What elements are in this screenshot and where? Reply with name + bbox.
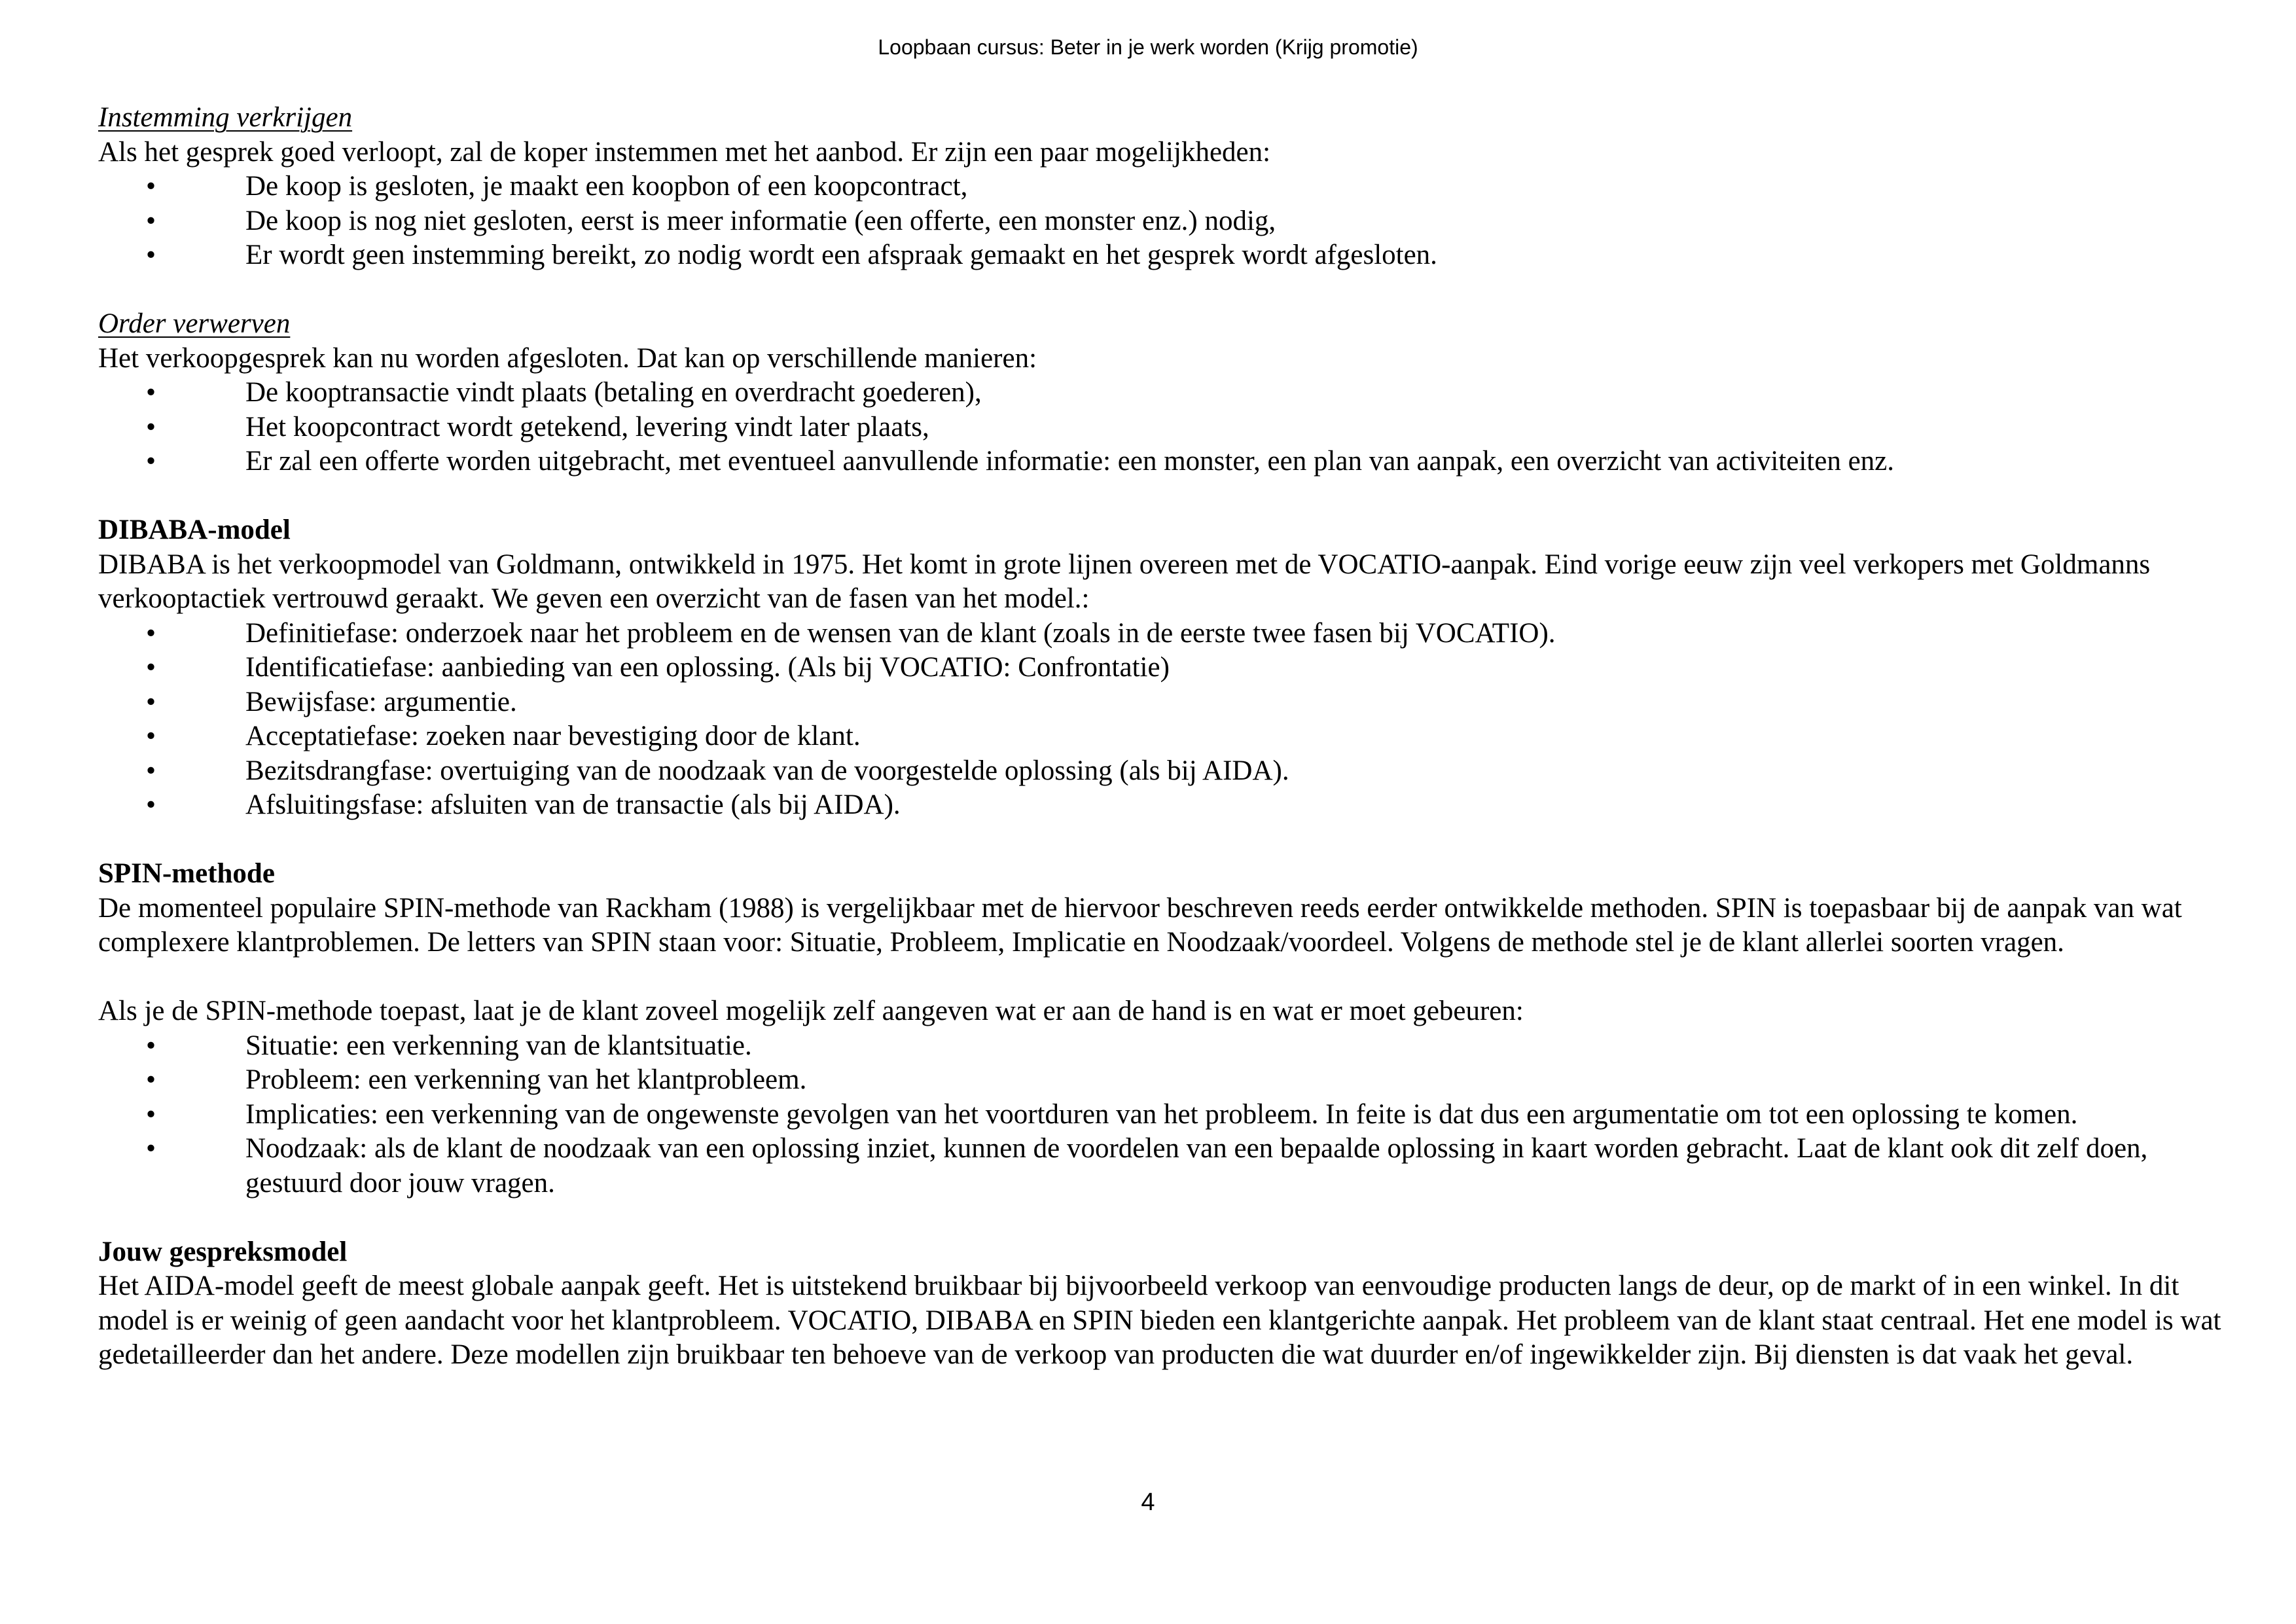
list-item-text: De koop is gesloten, je maakt een koopbon of een koopcontract, xyxy=(245,171,968,202)
bullet-icon: • xyxy=(146,1064,156,1095)
section-dibaba xyxy=(98,513,2225,823)
section-intro: Als je de SPIN-methode toepast, laat je de klant zoveel mogelijk zelf aangeven wat er aan de hand is en wat er moet gebeuren: xyxy=(98,996,1524,1026)
section-intro: Als het gesprek goed verloopt, zal de koper instemmen met het aanbod. Er zijn een paar mogelijkheden: xyxy=(98,136,1271,168)
section-order xyxy=(98,307,2225,479)
list-item xyxy=(98,1098,2225,1132)
list-item xyxy=(98,651,2225,685)
bullet-icon: • xyxy=(146,171,156,202)
list-item-text: Er wordt geen instemming bereikt, zo nodig wordt een afspraak gemaakt en het gesprek wordt afgesloten. xyxy=(245,240,1437,270)
bullet-icon: • xyxy=(146,411,156,442)
list-item xyxy=(98,1029,2225,1064)
list-item xyxy=(98,685,2225,720)
bullet-icon: • xyxy=(146,686,156,717)
list-item xyxy=(98,376,2225,410)
list-item-text: De koop is nog niet gesloten, eerst is meer informatie (een offerte, een monster enz.) nodig, xyxy=(245,205,1276,236)
section-title: Instemming verkrijgen xyxy=(98,102,353,133)
list-item-text: Probleem: een verkenning van het klantprobleem. xyxy=(245,1064,807,1095)
list-item-text: Afsluitingsfase: afsluiten van de transactie (als bij AIDA). xyxy=(245,789,901,820)
list-item-text: Bewijsfase: argumentie. xyxy=(245,686,517,717)
section-intro: Het verkoopgesprek kan nu worden afgesloten. Dat kan op verschillende manieren: xyxy=(98,342,1037,374)
list-item xyxy=(98,410,2225,445)
list-item xyxy=(98,1063,2225,1098)
list-item xyxy=(98,170,2225,204)
section-spin xyxy=(98,857,2225,960)
bullet-icon: • xyxy=(146,721,156,751)
list-item xyxy=(98,1132,2225,1200)
section-jouw-gespreksmodel xyxy=(98,1235,2225,1373)
list-item-text: Identificatiefase: aanbieding van een oplossing. (Als bij VOCATIO: Confrontatie) xyxy=(245,652,1170,683)
list-item-text: Noodzaak: als de klant de noodzaak van een oplossing inziet, kunnen de voordelen van een bepaalde oplossing in kaart worden gebracht. Laat de klant ook dit zelf doen, gestuurd door jouw vragen. xyxy=(245,1133,2148,1199)
list-item-text: Bezitsdrangfase: overtuiging van de noodzaak van de voorgestelde oplossing (als bij AIDA). xyxy=(245,755,1289,786)
section-intro: De momenteel populaire SPIN-methode van Rackham (1988) is vergelijkbaar met de hiervoor beschreven reeds eerder ontwikkelde methoden. SPIN is toepasbaar bij de aanpak van wat complexere klantproblemen. De letters van SPIN staan voor: Situatie, Probleem, Implicatie en Noodzaak/voordeel. Volgens de methode stel je de klant allerlei soorten vragen. xyxy=(98,892,2182,958)
section-spin-usage xyxy=(98,994,2225,1200)
bullet-icon: • xyxy=(146,377,156,408)
section-intro: Het AIDA-model geeft de meest globale aanpak geeft. Het is uitstekend bruikbaar bij bijvoorbeeld verkoop van eenvoudige producten langs de deur, op de markt of in een winkel. In dit model is er weinig of geen aandacht voor het klantprobleem. VOCATIO, DIBABA en SPIN bieden een klantgerichte aanpak. Het probleem van de klant staat centraal. Het ene model is wat gedetailleerder dan het andere. Deze modellen zijn bruikbaar ten behoeve van de verkoop van producten die wat duurder en/of ingewikkelder zijn. Bij diensten is dat vaak het geval. xyxy=(98,1271,2221,1370)
bullet-icon: • xyxy=(146,446,156,477)
bullet-list xyxy=(98,617,2225,823)
list-item-text: Acceptatiefase: zoeken naar bevestiging door de klant. xyxy=(245,721,861,751)
bullet-icon: • xyxy=(146,617,156,649)
section-title: Jouw gespreksmodel xyxy=(98,1236,348,1267)
bullet-icon: • xyxy=(146,755,156,786)
list-item xyxy=(98,754,2225,789)
bullet-icon: • xyxy=(146,1098,156,1130)
bullet-icon: • xyxy=(146,1133,156,1164)
list-item-text: Er zal een offerte worden uitgebracht, met eventueel aanvullende informatie: een monster, een plan van aanpak, een overzicht van activiteiten enz. xyxy=(245,446,1894,477)
section-title: Order verwerven xyxy=(98,308,291,339)
list-item-text: Situatie: een verkenning van de klantsituatie. xyxy=(245,1030,752,1061)
list-item-text: Het koopcontract wordt getekend, levering vindt later plaats, xyxy=(245,411,929,442)
list-item xyxy=(98,719,2225,754)
bullet-icon: • xyxy=(146,205,156,236)
list-item xyxy=(98,617,2225,651)
list-item xyxy=(98,444,2225,479)
list-item xyxy=(98,788,2225,823)
bullet-list xyxy=(98,1029,2225,1201)
bullet-icon: • xyxy=(146,652,156,683)
list-item-text: Definitiefase: onderzoek naar het probleem en de wensen van de klant (zoals in de eerste twee fasen bij VOCATIO). xyxy=(245,617,1556,649)
bullet-icon: • xyxy=(146,240,156,270)
page-number: 4 xyxy=(1141,1489,1155,1516)
list-item-text: De kooptransactie vindt plaats (betaling en overdracht goederen), xyxy=(245,377,982,408)
document-body xyxy=(98,101,2225,1373)
list-item-text: Implicaties: een verkenning van de ongewenste gevolgen van het voortduren van het probleem. In feite is dat dus een argumentatie om tot een oplossing te komen. xyxy=(245,1098,2078,1130)
section-instemming xyxy=(98,101,2225,273)
page-header: Loopbaan cursus: Beter in je werk worden (Krijg promotie) xyxy=(878,35,1418,59)
bullet-icon: • xyxy=(146,789,156,820)
bullet-list xyxy=(98,170,2225,273)
bullet-list xyxy=(98,376,2225,479)
section-title: SPIN-methode xyxy=(98,858,275,889)
list-item xyxy=(98,204,2225,239)
list-item xyxy=(98,238,2225,273)
section-intro: DIBABA is het verkoopmodel van Goldmann, ontwikkeld in 1975. Het komt in grote lijnen overeen met de VOCATIO-aanpak. Eind vorige eeuw zijn veel verkopers met Goldmanns verkooptactiek vertrouwd geraakt. We geven een overzicht van de fasen van het model.: xyxy=(98,549,2151,614)
bullet-icon: • xyxy=(146,1030,156,1061)
section-title: DIBABA-model xyxy=(98,514,291,545)
